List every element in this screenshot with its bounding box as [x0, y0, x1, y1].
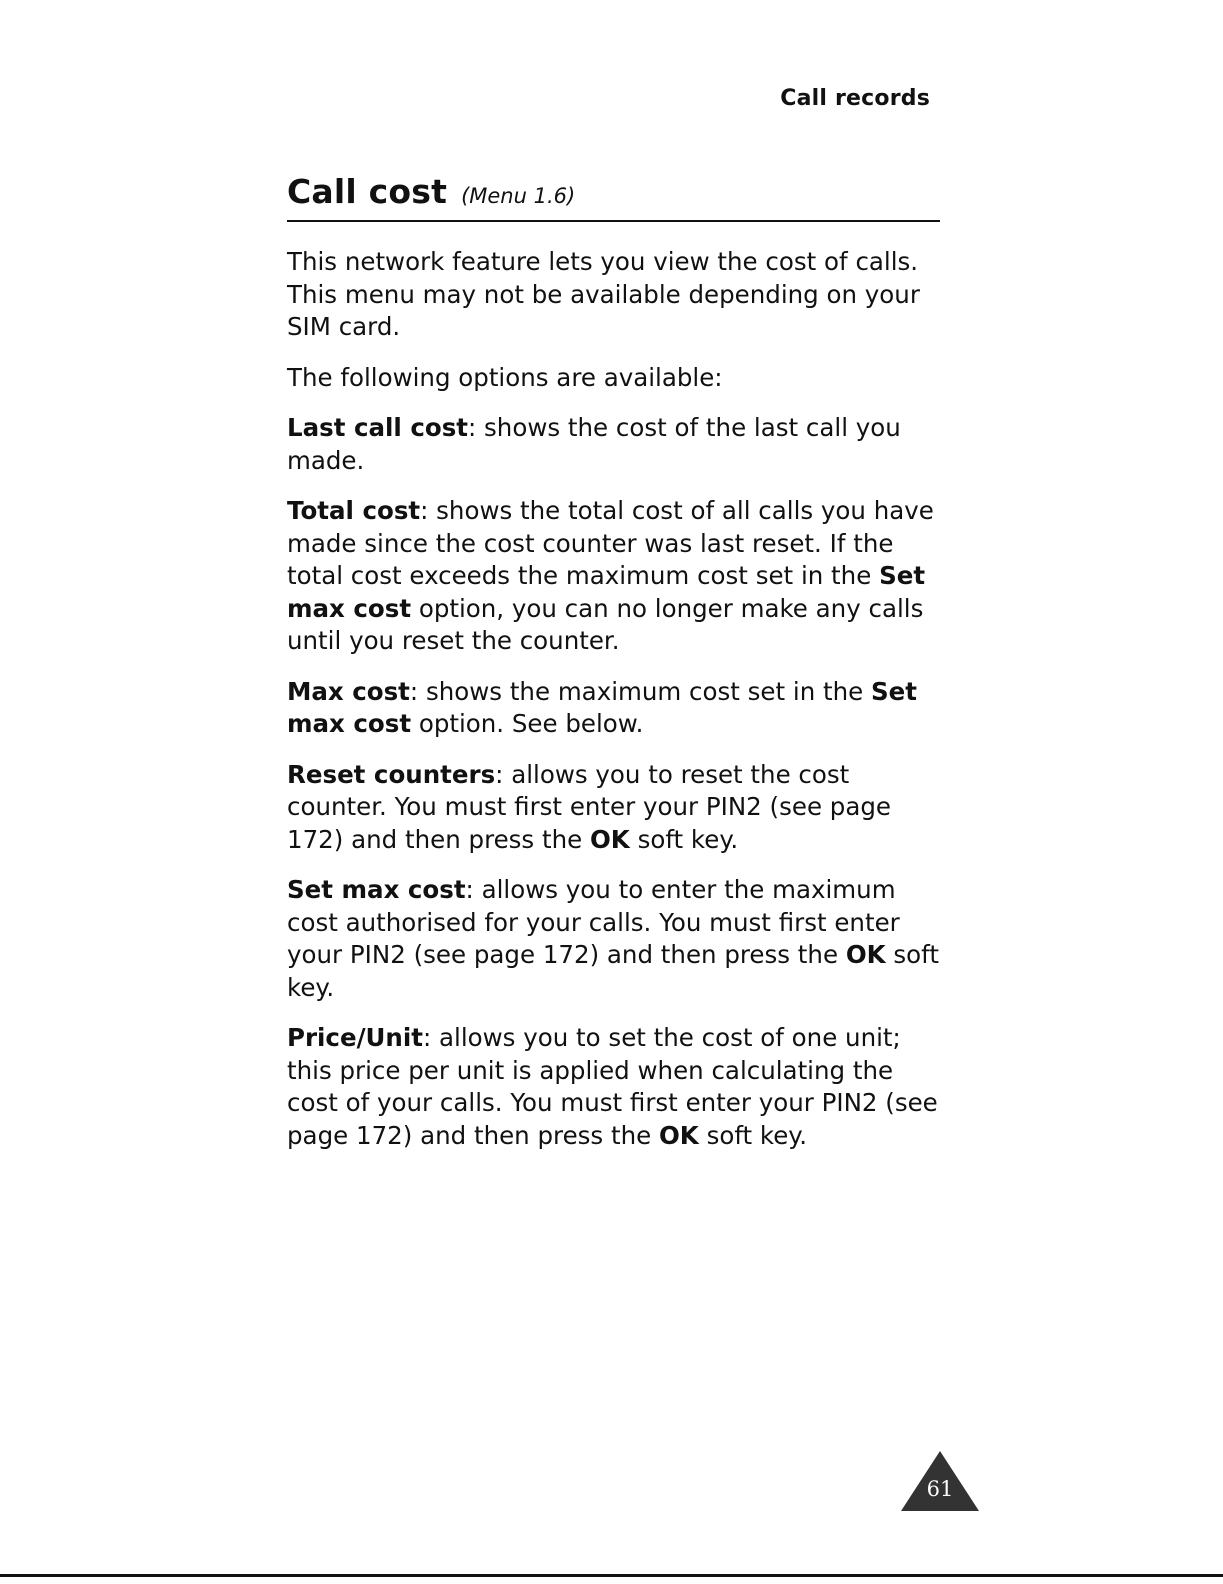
option-term: Last call cost — [287, 413, 468, 442]
option-term: Set max cost — [287, 875, 466, 904]
running-header: Call records — [780, 86, 930, 111]
option-term: Total cost — [287, 496, 421, 525]
option-description: allows you to set the cost of one unit; this price per unit is applied when calculating the cost of your calls. You must first enter your PIN2 (see page 172) and then press the — [287, 1023, 938, 1150]
soft-key-label: OK — [658, 1120, 699, 1150]
soft-key-label: OK — [589, 824, 630, 854]
page-number-badge — [899, 1449, 981, 1513]
option-description: allows you to reset the cost counter. You must first enter your PIN2 (see page 172) and then press the — [287, 759, 891, 854]
section-heading — [287, 172, 940, 222]
page-number: 61 — [926, 1477, 954, 1501]
option-reset-counters: Reset counters: allows you to reset the cost counter. You must first enter your PIN2 (see page 172) and then press the OK soft key. — [287, 759, 891, 854]
option-description: soft key. — [629, 824, 739, 854]
option-description: shows the total cost of all calls you have made since the cost counter was last reset. If the total cost exceeds the maximum cost set in the — [287, 496, 934, 590]
option-reference: Set max cost — [287, 561, 926, 623]
options-lead: The following options are available: — [287, 362, 723, 392]
option-description: shows the cost of the last call you made. — [287, 413, 901, 475]
intro-paragraph: This network feature lets you view the cost of calls. This menu may not be available depending on your SIM card. — [287, 247, 920, 341]
page-bottom-rule — [0, 1574, 1223, 1577]
option-set-max-cost: Set max cost: allows you to enter the maximum cost authorised for your calls. You must first enter your PIN2 (see page 172) and then press the OK soft key. — [287, 875, 939, 1002]
section-title: Call cost — [287, 172, 448, 211]
option-description: soft key. — [698, 1120, 808, 1150]
option-term: Reset counters — [287, 759, 496, 789]
option-max-cost: Max cost: shows the maximum cost set in the Set max cost option. See below. — [287, 676, 918, 738]
option-total-cost: Total cost: shows the total cost of all calls you have made since the cost counter was last reset. If the total cost exceeds the maximum cost set in the Set max cost option, you can no longer make any calls until you reset the counter. — [287, 496, 934, 655]
option-description: option, you can no longer make any calls until you reset the counter. — [287, 593, 924, 655]
option-term: Max cost — [287, 676, 410, 706]
option-reference: Set max cost — [287, 676, 918, 738]
section-menu-reference: (Menu 1.6) — [461, 184, 576, 208]
option-description: shows the maximum cost set in the — [425, 676, 872, 706]
option-term: Price/Unit — [287, 1023, 423, 1052]
soft-key-label: OK — [845, 940, 886, 969]
option-description: option. See below. — [411, 709, 644, 738]
option-last-call-cost: Last call cost: shows the cost of the last call you made. — [287, 413, 901, 475]
option-description: allows you to enter the maximum cost authorised for your calls. You must first enter your PIN2 (see page 172) and then press the — [287, 875, 900, 969]
body-text — [287, 246, 947, 1170]
option-price-unit: Price/Unit: allows you to set the cost of one unit; this price per unit is applied when calculating the cost of your calls. You must first enter your PIN2 (see page 172) and then press the OK soft key. — [287, 1023, 938, 1150]
option-description: soft key. — [287, 940, 939, 1002]
